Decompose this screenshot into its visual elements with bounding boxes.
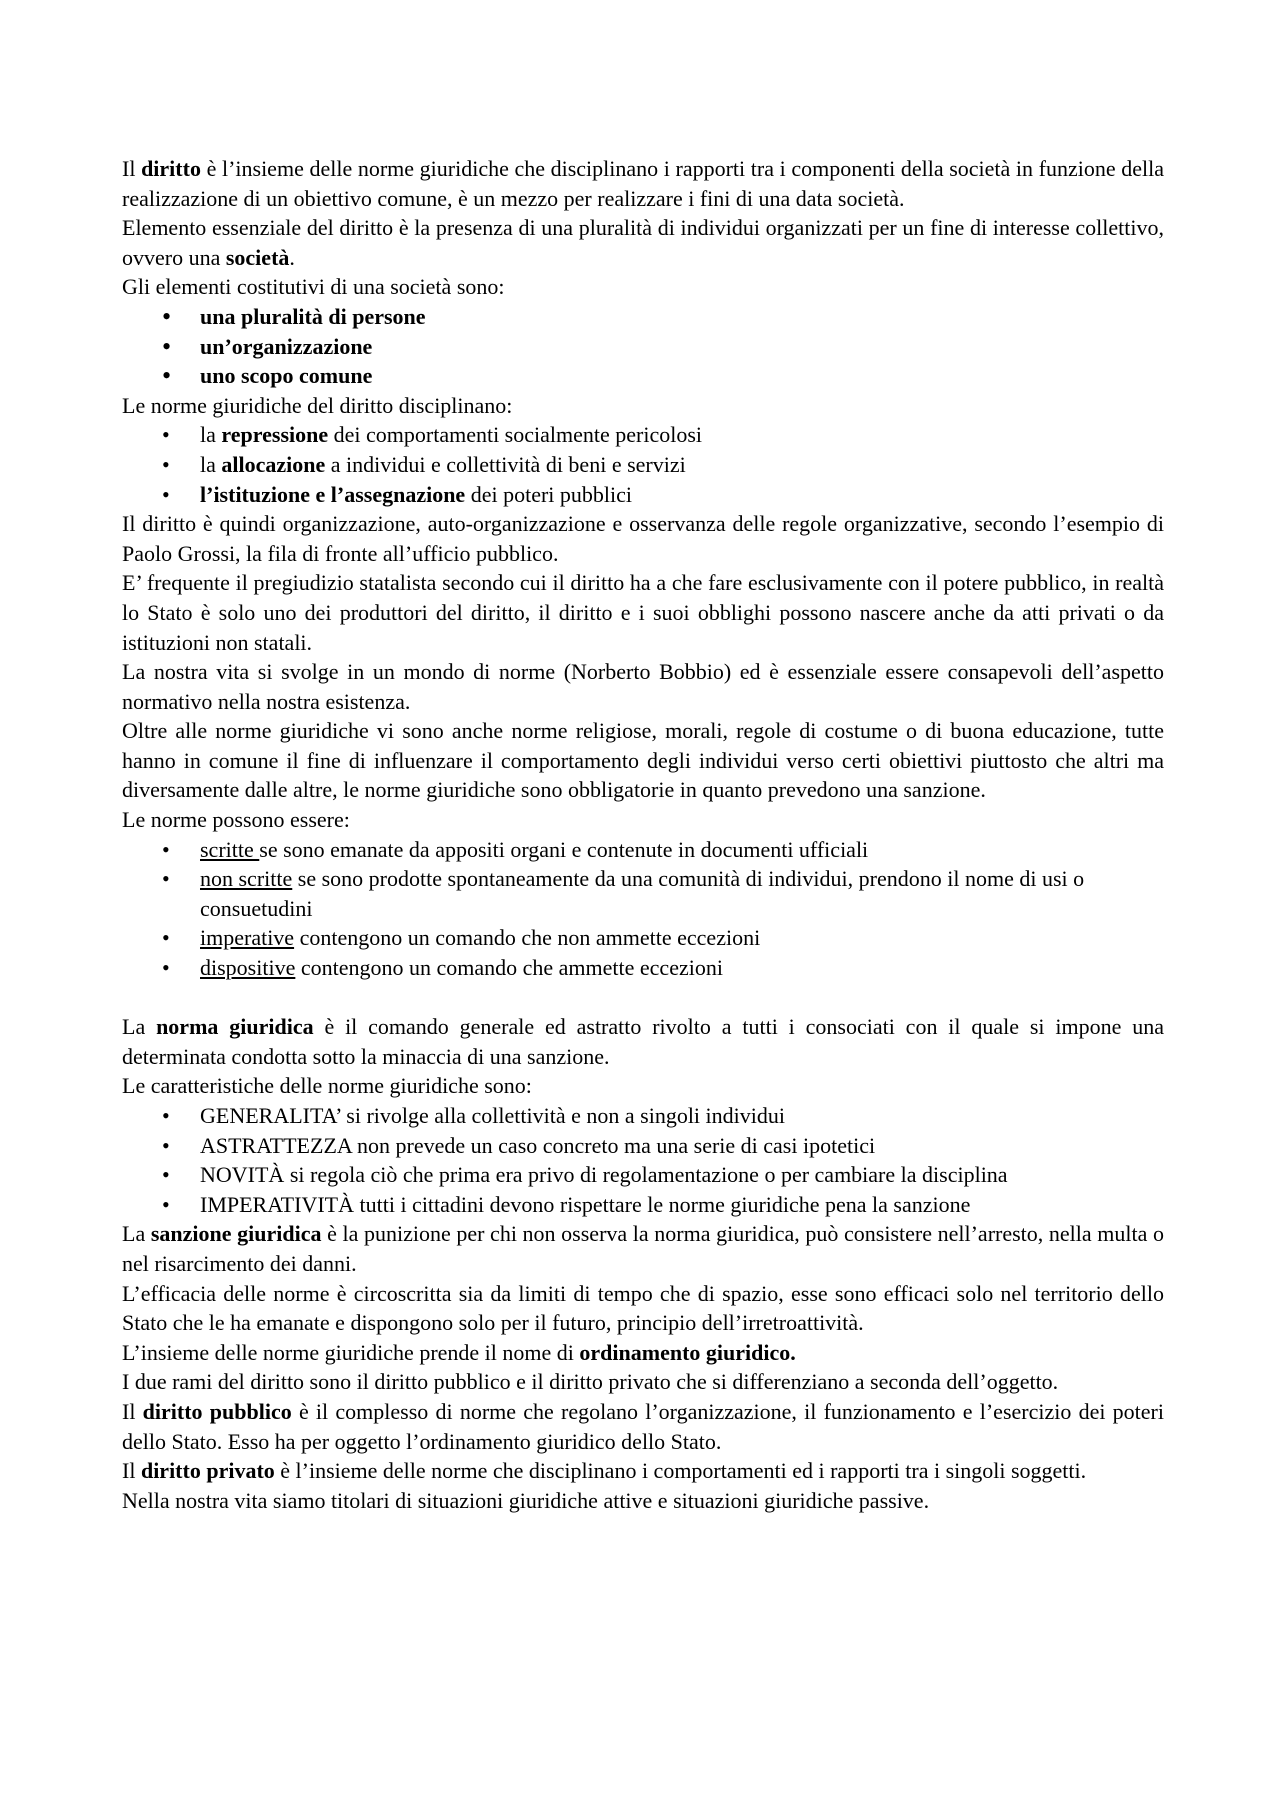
bold-term: diritto [141, 156, 201, 181]
bullet-icon: • [162, 1103, 170, 1128]
bullet-icon: • [162, 451, 170, 477]
bullet-list [122, 1101, 1164, 1219]
bullet-icon: • [162, 481, 170, 507]
bullet-icon: • [162, 331, 172, 361]
bold-term: ordinamento giuridico. [579, 1339, 796, 1365]
paragraph: Il diritto privato è l’insieme delle norme che disciplinano i comportamenti ed i rapporti tra i singoli soggetti. [122, 1458, 1087, 1484]
list-item: • uno scopo comune [162, 361, 373, 391]
paragraph: Gli elementi costitutivi di una società sono: [122, 274, 505, 300]
underlined-term: scritte [200, 836, 260, 862]
list-item: • l’istituzione e l’assegnazione dei poteri pubblici [122, 480, 1164, 510]
paragraph: Il diritto è l’insieme delle norme giuridiche che disciplinano i rapporti tra i componenti della società in funzione della realizzazione di un obiettivo comune, è un mezzo per realizzare i fini di una data società. [122, 156, 1164, 211]
paragraph: Le norme giuridiche del diritto disciplinano: [122, 392, 513, 418]
paragraph: La sanzione giuridica è la punizione per chi non osserva la norma giuridica, può consistere nell’arresto, nella multa o nel risarcimento dei danni. [122, 1221, 1165, 1276]
paragraph: Nella nostra vita siamo titolari di situazioni giuridiche attive e situazioni giuridiche passive. [122, 1487, 930, 1513]
underlined-term: non scritte [200, 866, 293, 892]
bold-term: diritto pubblico [142, 1398, 292, 1424]
list-item: • la repressione dei comportamenti socialmente pericolosi [122, 420, 1164, 450]
bold-term: società [225, 244, 290, 270]
list-item: • GENERALITA’ si rivolge alla collettività e non a singoli individui [122, 1101, 1164, 1131]
list-item: • ASTRATTEZZA non prevede un caso concreto ma una serie di casi ipotetici [122, 1131, 1164, 1161]
bullet-icon: • [162, 422, 170, 448]
list-item: • un’organizzazione [162, 331, 373, 361]
list-item: • imperative contengono un comando che non ammette eccezioni [122, 923, 1164, 953]
underlined-term: dispositive [200, 955, 296, 981]
bullet-list [122, 420, 1164, 509]
paragraph: I due rami del diritto sono il diritto pubblico e il diritto privato che si differenziano a seconda dell’oggetto. [122, 1369, 1059, 1395]
paragraph: E’ frequente il pregiudizio statalista secondo cui il diritto ha a che fare esclusivamente con il potere pubblico, in realtà lo Stato è solo uno dei produttori del diritto, il diritto e i suoi obblighi possono nascere anche da atti privati o da istituzioni non statali. [122, 570, 1164, 655]
paragraph: L’insieme delle norme giuridiche prende il nome di ordinamento giuridico. [122, 1339, 796, 1365]
list-item: • NOVITÀ si regola ciò che prima era privo di regolamentazione o per cambiare la disciplina [122, 1160, 1164, 1190]
list-item: • la allocazione a individui e collettività di beni e servizi [122, 450, 1164, 480]
paragraph: La norma giuridica è il comando generale ed astratto rivolto a tutti i consociati con il quale si impone una determinata condotta sotto la minaccia di una sanzione. [122, 1014, 1165, 1069]
paragraph: Le caratteristiche delle norme giuridiche sono: [122, 1073, 532, 1099]
paragraph: Le norme possono essere: [122, 807, 350, 833]
paragraph: La nostra vita si svolge in un mondo di norme (Norberto Bobbio) ed è essenziale essere consapevoli dell’aspetto normativo nella nostra esistenza. [122, 659, 1164, 714]
bullet-icon: • [162, 1162, 170, 1188]
paragraph: Il diritto pubblico è il complesso di norme che regolano l’organizzazione, il funzionamento e l’esercizio dei poteri dello Stato. Esso ha per oggetto l’ordinamento giuridico dello Stato. [122, 1398, 1164, 1454]
bullet-icon: • [162, 1132, 170, 1158]
bullet-icon: • [162, 1191, 170, 1217]
paragraph: Il diritto è quindi organizzazione, auto-organizzazione e osservanza delle regole organizzative, secondo l’esempio di Paolo Grossi, la fila di fronte all’ufficio pubblico. [122, 511, 1164, 566]
paragraph: Elemento essenziale del diritto è la presenza di una pluralità di individui organizzati per un fine di interesse collettivo, ovvero una società. [122, 215, 1164, 270]
bold-term: diritto privato [140, 1458, 275, 1484]
bullet-icon: • [162, 866, 170, 892]
bullet-icon: • [162, 925, 170, 951]
bold-term: sanzione giuridica [150, 1221, 322, 1247]
bullet-icon: • [162, 836, 170, 862]
blank-line [122, 983, 1164, 1013]
underlined-term: imperative [200, 925, 295, 951]
bullet-icon: • [162, 301, 172, 331]
bullet-list [122, 302, 1164, 391]
list-item: • dispositive contengono un comando che ammette eccezioni [122, 953, 1164, 983]
bullet-icon: • [162, 955, 170, 981]
bold-term: norma giuridica [156, 1014, 314, 1040]
list-item: • IMPERATIVITÀ tutti i cittadini devono rispettare le norme giuridiche pena la sanzione [122, 1190, 1164, 1220]
list-item: • non scritte se sono prodotte spontaneamente da una comunità di individui, prendono il nome di usi o consuetudini [162, 866, 1085, 921]
document-body [122, 154, 1164, 1515]
bullet-icon: • [162, 361, 172, 391]
bullet-list [122, 835, 1164, 983]
paragraph: L’efficacia delle norme è circoscritta sia da limiti di tempo che di spazio, esse sono efficaci solo nel territorio dello Stato che le ha emanate e dispongono solo per il futuro, principio dell’irretroattività. [122, 1280, 1164, 1336]
list-item: • scritte se sono emanate da appositi organi e contenute in documenti ufficiali [122, 835, 1164, 865]
list-item: • una pluralità di persone [162, 301, 426, 331]
paragraph: Oltre alle norme giuridiche vi sono anche norme religiose, morali, regole di costume o di buona educazione, tutte hanno in comune il fine di influenzare il comportamento degli individui verso certi obiettivi piuttosto che altri ma diversamente dalle altre, le norme giuridiche sono obbligatorie in quanto prevedono una sanzione. [122, 718, 1164, 803]
